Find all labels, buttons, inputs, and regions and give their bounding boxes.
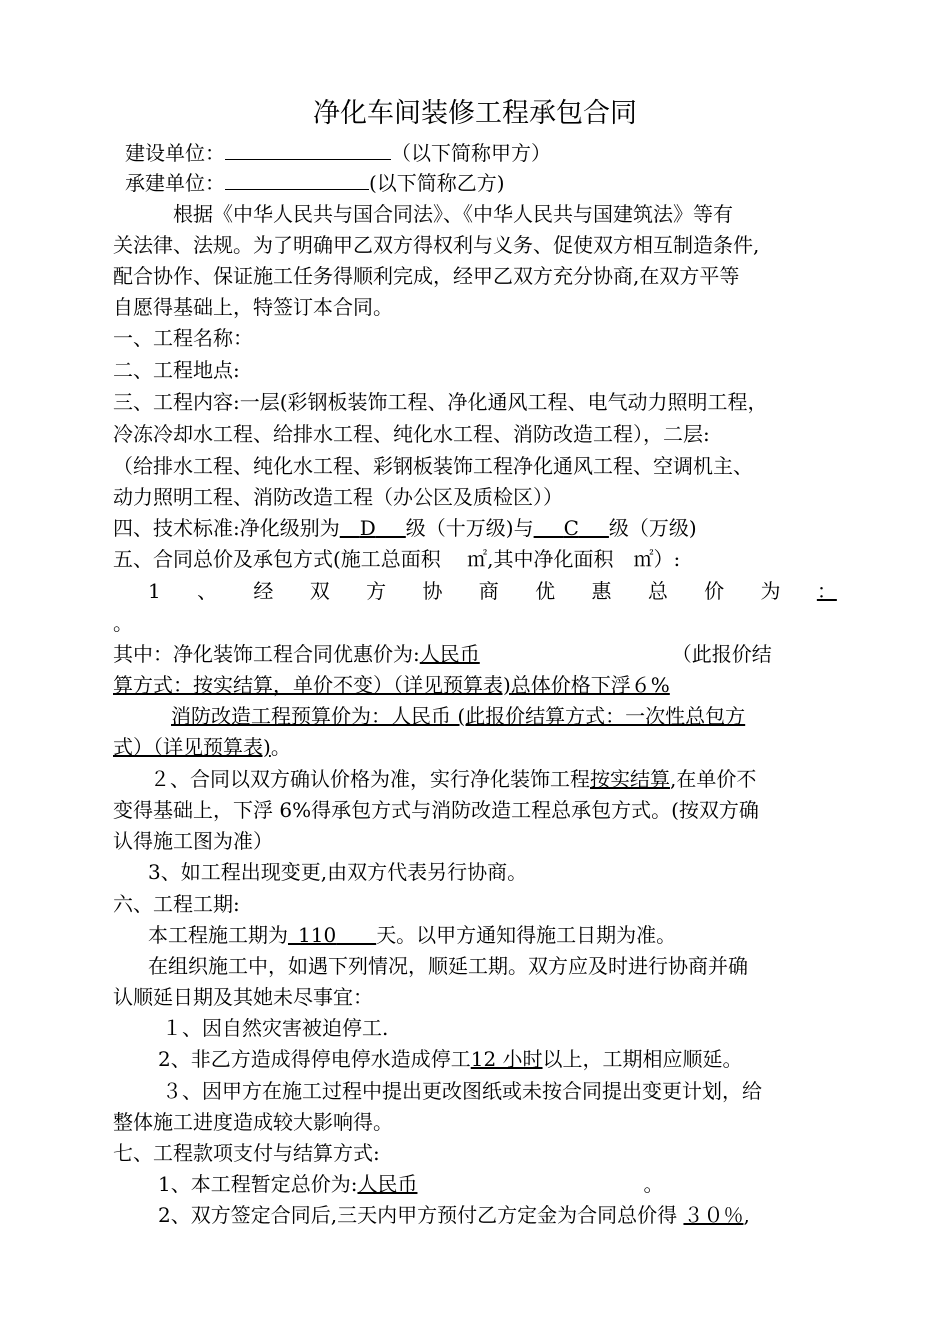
clean-class-2-value: C [563,516,579,540]
payment-item-2: 2、双方签定合同后,三天内甲方预付乙方定金为合同总价得 ３０％, [158,1203,750,1227]
fire-renovation-price-end: 式）（详见预算表)。 [113,735,291,759]
party-a-suffix: （以下简称甲方） [391,141,551,165]
section-contract-price: 五、合同总价及承包方式(施工总面积 ㎡,其中净化面积 ㎡）: [113,547,681,571]
tech-standard-label: 四、技术标准:净化级别为 [113,516,340,540]
clean-decoration-settlement: 算方式：按实结算，单价不变）（详见预算表)总体价格下浮６% [113,673,670,697]
page-title: 净化车间装修工程承包合同 [313,98,637,129]
clean-class-1-value: D [359,516,376,540]
section-payment: 七、工程款项支付与结算方式: [113,1141,380,1165]
payment-item-1: 1、本工程暂定总价为:人民币 。 [158,1172,664,1196]
price-item-2-line: 认得施工图为准） [113,829,273,853]
intro-line: 关法律、法规。为了明确甲乙双方得权利与义务、促使双方相互制造条件, [113,233,760,257]
party-a-label: 建设单位： [125,141,225,165]
party-b-line [125,167,849,199]
extension-item-2: 2、非乙方造成得停电停水造成停工12 小时以上，工期相应顺延。 [158,1047,743,1071]
deposit-percent-value: ３０％ [683,1203,744,1227]
tech-standard-mid: 级（十万级)与 [405,516,534,540]
section-content-line: 动力照明工程、消防改造工程（办公区及质检区）） [113,485,563,509]
party-b-blank [225,167,369,190]
party-a-line [125,137,849,169]
section-content-line: 冷冻冷却水工程、给排水工程、纯化水工程、消防改造工程），二层: [113,422,710,446]
price-item-2-line: 变得基础上，下浮 6%得承包方式与消防改造工程总承包方式。(按双方确 [113,798,759,822]
price-item-3: 3、如工程出现变更,由双方代表另行协商。 [148,860,528,884]
section-content-line: 三、工程内容:一层(彩钢板装饰工程、净化通风工程、电气动力照明工程， [113,390,768,414]
tech-standard-end: 级（万级) [608,516,697,540]
intro-line: 根据《中华人民共与国合同法》、《中华人民共与国建筑法》等有 [173,202,733,226]
intro-line: 配合协作、保证施工任务得顺利完成，经甲乙双方充分协商,在双方平等 [113,264,740,288]
duration-days-value: 110 [298,923,337,947]
extension-line: 认顺延日期及其她未尽事宜： [113,985,373,1009]
extension-line: 在组织施工中，如遇下列情况，顺延工期。双方应及时进行协商并确 [148,954,748,978]
price-item-1: 1 、 经 双 方 协 商 优 惠 总 价 为 ： [148,579,837,603]
price-item-1-end: 。 [113,611,133,635]
extension-item-1: １、因自然灾害被迫停工. [162,1016,389,1040]
section-tech-standard [113,512,837,544]
party-b-label: 承建单位： [125,171,225,195]
extension-item-3-cont: 整体施工进度造成较大影响得。 [113,1110,393,1134]
section-project-name: 一、工程名称： [113,326,253,350]
section-duration: 六、工程工期: [113,892,240,916]
section-project-location: 二、工程地点: [113,358,240,382]
intro-line: 自愿得基础上，特签订本合同。 [113,295,393,319]
party-b-suffix: (以下简称乙方) [369,171,505,195]
price-item-2-line: ２、合同以双方确认价格为准，实行净化装饰工程按实结算,在单价不 [150,767,757,791]
section-content-line: （给排水工程、纯化水工程、彩钢板装饰工程净化通风工程、空调机主、 [113,454,753,478]
extension-item-3: ３、因甲方在施工过程中提出更改图纸或未按合同提出变更计划，给 [162,1079,762,1103]
duration-line: 本工程施工期为 110 天。以甲方通知得施工日期为准。 [148,923,677,947]
fire-renovation-price-line: 消防改造工程预算价为：人民币 (此报价结算方式：一次性总包方 [171,704,746,728]
party-a-blank [225,137,391,160]
provisional-total-value: 人民币 [357,1172,418,1196]
clean-decoration-price-value: 人民币 [419,642,480,666]
clean-decoration-price-line: 其中：净化装饰工程合同优惠价为:人民币 （此报价结 [113,642,772,666]
